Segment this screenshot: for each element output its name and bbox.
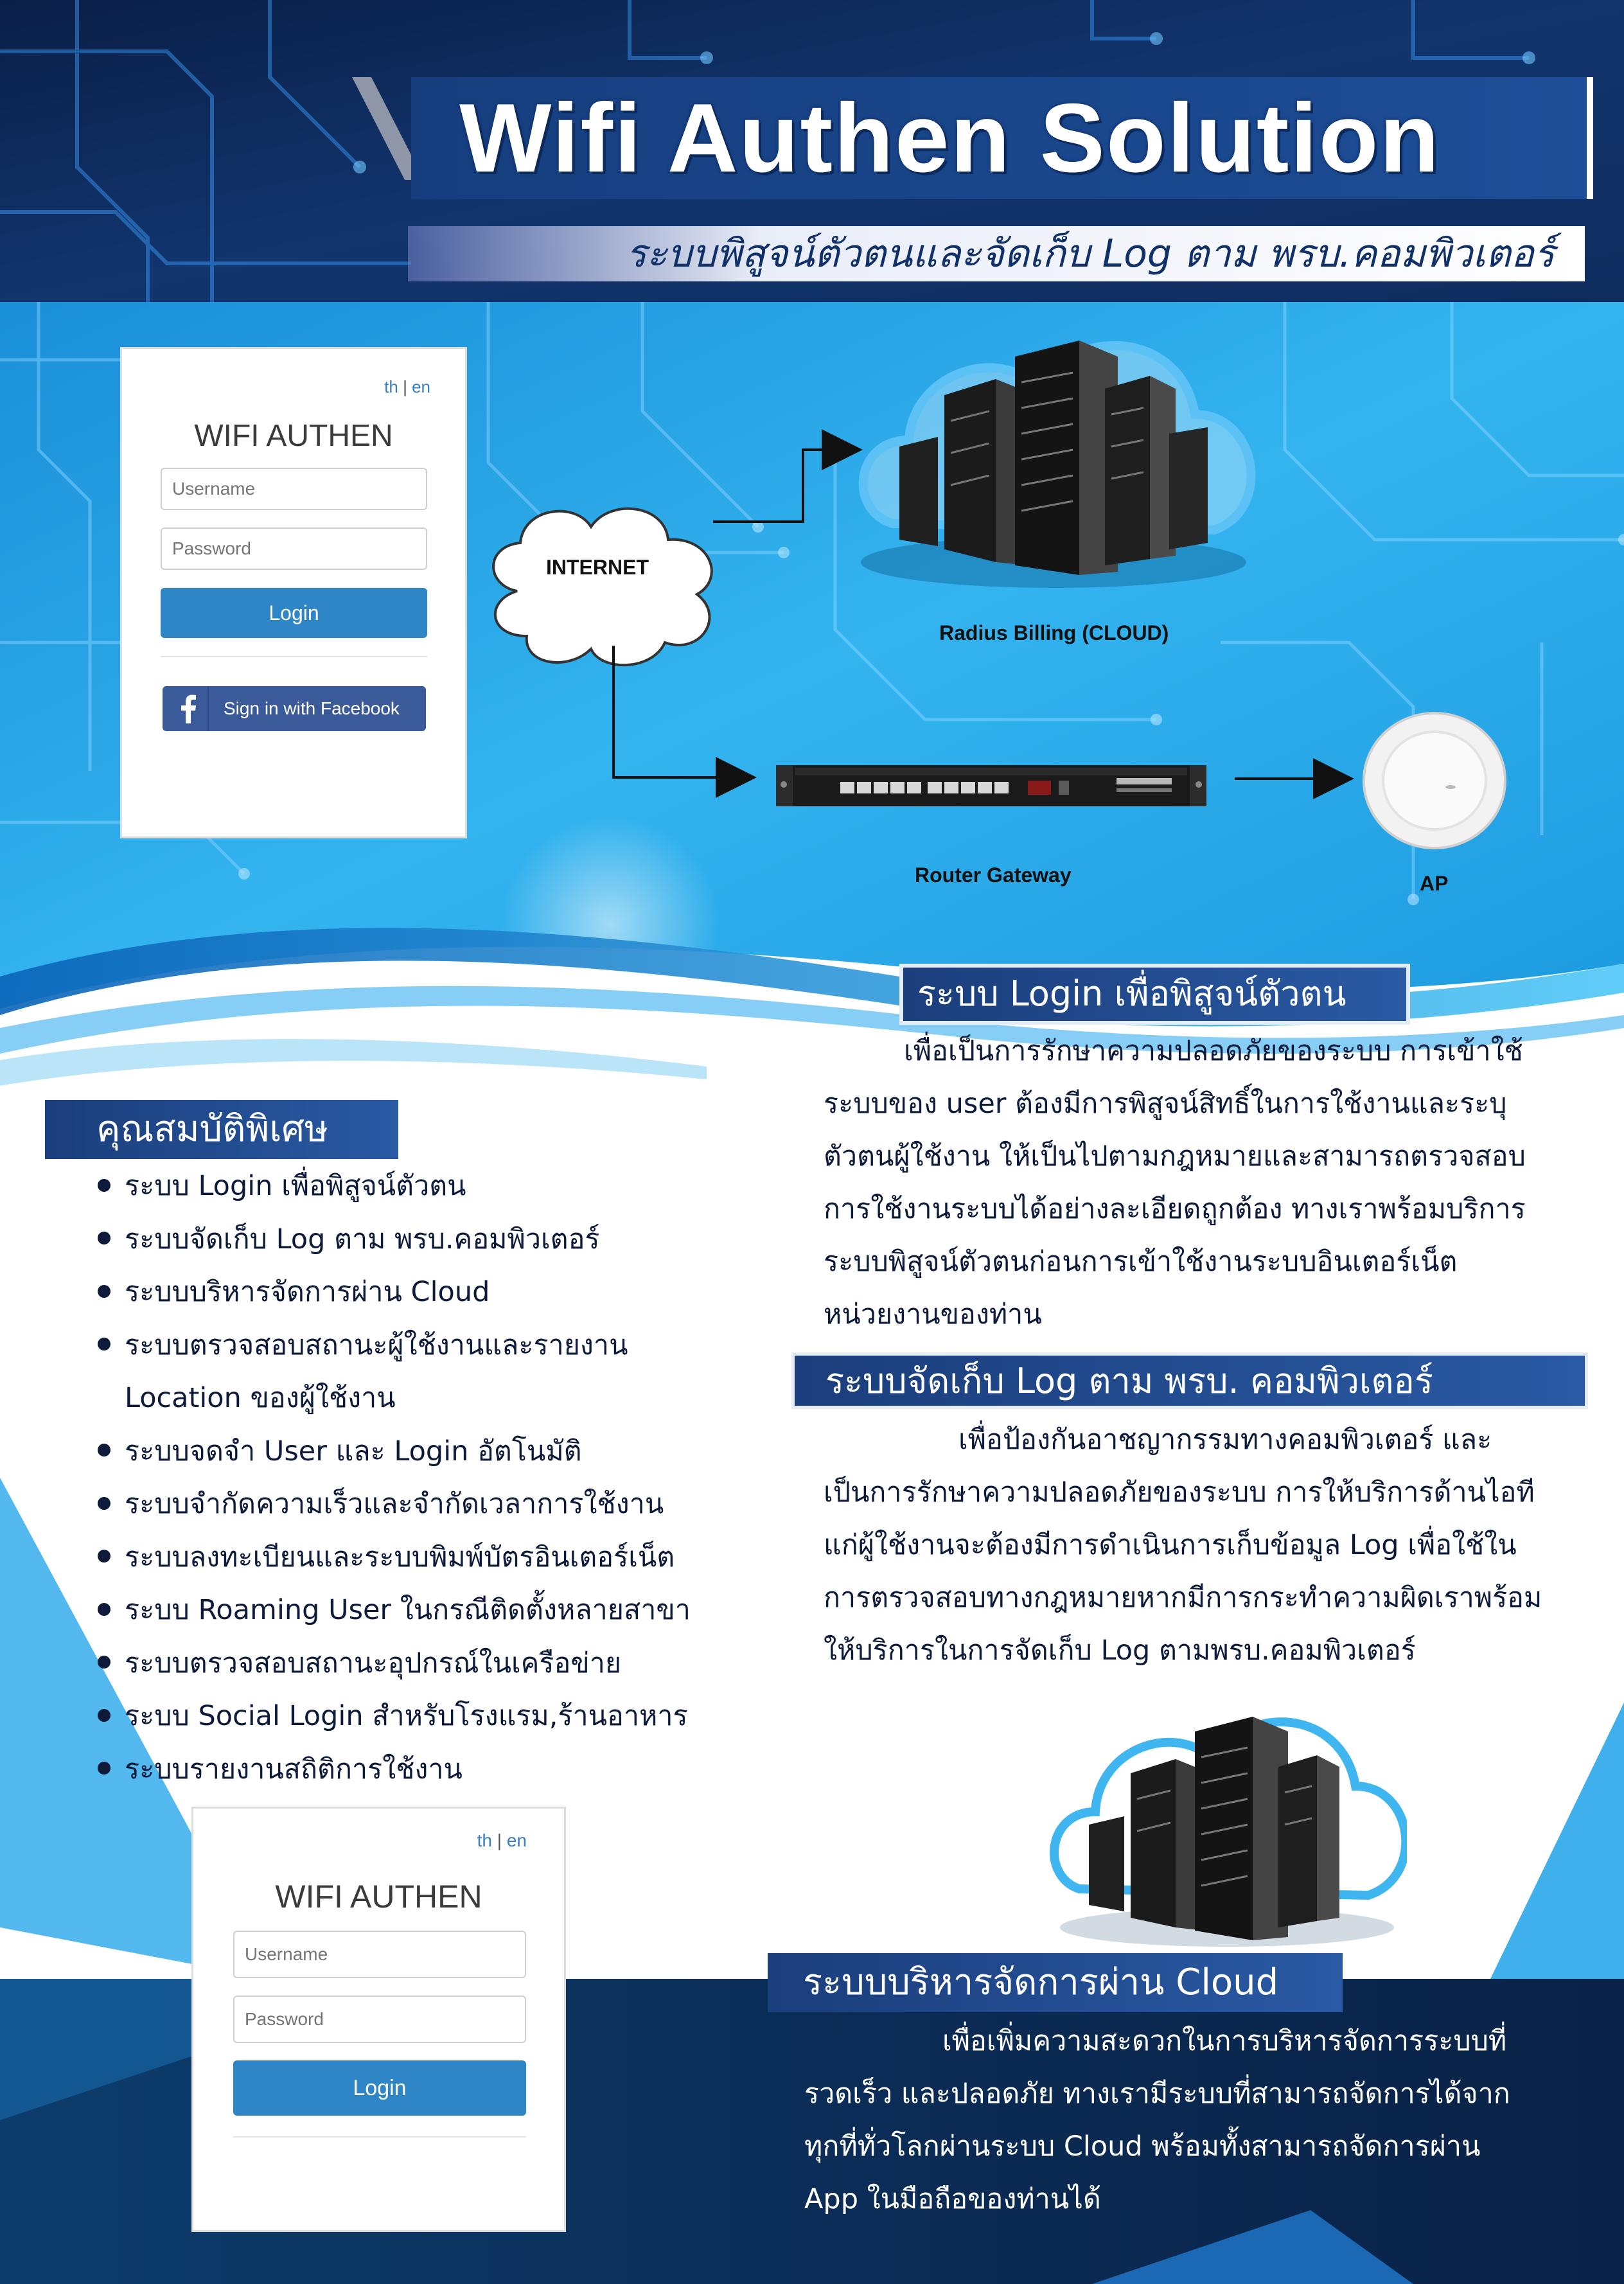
feature-text: ระบบรายงานสถิติการใช้งาน [125, 1753, 463, 1785]
subtitle: ระบบพิสูจน์ตัวตนและจัดเก็บ Log ตาม พรบ.คอมพิวเตอร์ [626, 231, 1555, 276]
feature-item [98, 1266, 740, 1319]
section-login-line: ระบบพิสูจน์ตัวตนก่อนการเข้าใช้งานระบบอินเตอร์เน็ต [824, 1246, 1458, 1278]
bullet-icon [98, 1232, 110, 1244]
cloud-server-icon [848, 318, 1259, 594]
bullet-icon [98, 1444, 110, 1456]
bullet-icon [98, 1338, 110, 1350]
section-heading-cloud-text: ระบบบริหารจัดการผ่าน Cloud [803, 1961, 1279, 2003]
lang-th-link[interactable]: th [477, 1830, 492, 1850]
feature-text: ระบบ Social Login สำหรับโรงแรม,ร้านอาหาร [125, 1700, 688, 1732]
features-list [98, 1160, 740, 1796]
section-cloud-line: App ในมือถือของท่านได้ [804, 2183, 1101, 2215]
feature-item [98, 1478, 740, 1531]
section-login-line: ระบบของ user ต้องมีการพิสูจน์สิทธิ์ในการใช้งานและระบุ [824, 1088, 1507, 1120]
language-switch [477, 1830, 527, 1851]
section-heading-login [899, 964, 1410, 1025]
feature-item [98, 1319, 740, 1372]
username-field[interactable] [233, 1931, 526, 1978]
lang-en-link[interactable]: en [412, 377, 430, 396]
section-log-line: เพื่อป้องกันอาชญากรรมทางคอมพิวเตอร์ และ [958, 1424, 1492, 1456]
feature-item [98, 1213, 740, 1266]
feature-text: ระบบตรวจสอบสถานะผู้ใช้งานและรายงาน [125, 1329, 628, 1361]
username-input[interactable] [245, 1932, 497, 1977]
password-input[interactable] [245, 1997, 497, 2042]
arrow-icon [613, 646, 752, 777]
feature-text: Location ของผู้ใช้งาน [125, 1382, 396, 1414]
bullet-icon [98, 1656, 110, 1669]
features-heading [45, 1100, 398, 1159]
feature-text: ระบบจำกัดความเร็วและจำกัดเวลาการใช้งาน [125, 1488, 664, 1520]
bullet-icon [98, 1709, 110, 1722]
main-title: Wifi Authen Solution [459, 84, 1441, 193]
bullet-icon [98, 1603, 110, 1616]
radius-billing-label: Radius Billing (CLOUD) [939, 621, 1169, 644]
feature-text: ระบบ Roaming User ในกรณีติดตั้งหลายสาขา [125, 1594, 691, 1626]
section-heading-login-text: ระบบ Login เพื่อพิสูจน์ตัวตน [917, 973, 1346, 1014]
feature-item [98, 1160, 740, 1213]
section-log-paragraph [824, 1413, 1594, 1677]
arrow-icon [713, 450, 858, 522]
bullet-icon [98, 1550, 110, 1563]
feature-item [98, 1531, 740, 1584]
section-cloud-line: ทุกที่ทั่วโลกผ่านระบบ Cloud พร้อมทั้งสามารถจัดการผ่าน [804, 2130, 1481, 2163]
router-icon [776, 761, 1206, 813]
section-heading-cloud [768, 1953, 1343, 2012]
bullet-icon [98, 1285, 110, 1298]
ap-label: AP [1420, 872, 1449, 895]
section-cloud-line: รวดเร็ว และปลอดภัย ทางเรามีระบบที่สามารถจัดการได้จาก [804, 2078, 1510, 2110]
access-point-icon [1361, 710, 1508, 851]
feature-item [98, 1637, 740, 1690]
section-heading-log-text: ระบบจัดเก็บ Log ตาม พรบ. คอมพิวเตอร์ [825, 1361, 1433, 1401]
section-log-line: ให้บริการในการจัดเก็บ Log ตามพรบ.คอมพิวเตอร์ [824, 1634, 1416, 1667]
feature-text: ระบบจดจำ User และ Login อัตโนมัติ [125, 1435, 582, 1467]
password-field[interactable] [233, 1996, 526, 2043]
lang-th-link[interactable]: th [384, 377, 398, 396]
login-card-title: WIFI AUTHEN [194, 419, 393, 453]
section-log-line: แก่ผู้ใช้งานจะต้องมีการดำเนินการเก็บข้อมูล Log เพื่อใช้ใน [824, 1529, 1517, 1561]
section-login-line: การใช้งานระบบได้อย่างละเอียดถูกต้อง ทางเราพร้อมบริการ [824, 1193, 1526, 1225]
lang-separator: | [403, 377, 407, 396]
section-login-line: หน่วยงานของท่าน [824, 1298, 1042, 1331]
login-button[interactable]: Login [233, 2060, 526, 2116]
feature-item-continued [98, 1372, 740, 1425]
bullet-icon [98, 1762, 110, 1775]
facebook-signin-label: Sign in with Facebook [224, 698, 400, 718]
feature-text: ระบบ Login เพื่อพิสูจน์ตัวตน [125, 1170, 466, 1202]
feature-text: ระบบบริหารจัดการผ่าน Cloud [125, 1276, 490, 1308]
internet-label: INTERNET [546, 556, 649, 579]
section-cloud-line: เพื่อเพิ่มความสะดวกในการบริหารจัดการระบบที่ [942, 2025, 1507, 2057]
lang-separator: | [497, 1830, 502, 1850]
feature-text: ระบบตรวจสอบสถานะอุปกรณ์ในเครือข่าย [125, 1647, 622, 1679]
bullet-icon [98, 1179, 110, 1192]
feature-text: ระบบจัดเก็บ Log ตาม พรบ.คอมพิวเตอร์ [125, 1223, 600, 1255]
lang-en-link[interactable]: en [506, 1830, 527, 1850]
section-login-line: ตัวตนผู้ใช้งาน ให้เป็นไปตามกฎหมายและสามารถตรวจสอบ [824, 1140, 1526, 1173]
router-gateway-label: Router Gateway [915, 863, 1072, 887]
feature-item [98, 1425, 740, 1478]
section-login-paragraph [824, 1025, 1582, 1341]
cloud-server-icon [1041, 1696, 1407, 1953]
features-heading-text: คุณสมบัติพิเศษ [96, 1108, 328, 1150]
section-log-line: การตรวจสอบทางกฎหมายหากมีการกระทำความผิดเราพร้อม [824, 1582, 1542, 1614]
divider [233, 2136, 526, 2138]
section-cloud-paragraph [804, 2015, 1594, 2226]
section-heading-log [791, 1352, 1588, 1409]
bullet-icon [98, 1497, 110, 1510]
feature-item [98, 1584, 740, 1637]
feature-item [98, 1743, 740, 1796]
feature-text: ระบบลงทะเบียนและระบบพิมพ์บัตรอินเตอร์เน็ต [125, 1541, 675, 1573]
login-card-title: WIFI AUTHEN [275, 1879, 482, 1915]
feature-item [98, 1690, 740, 1743]
section-log-line: เป็นการรักษาความปลอดภัยของระบบ การให้บริการด้านไอที [824, 1476, 1535, 1509]
section-login-line: เพื่อเป็นการรักษาความปลอดภัยของระบบ การเข้าใช้ [904, 1035, 1523, 1067]
login-card-bottom [191, 1807, 566, 2232]
login-button[interactable]: Login [161, 588, 427, 638]
